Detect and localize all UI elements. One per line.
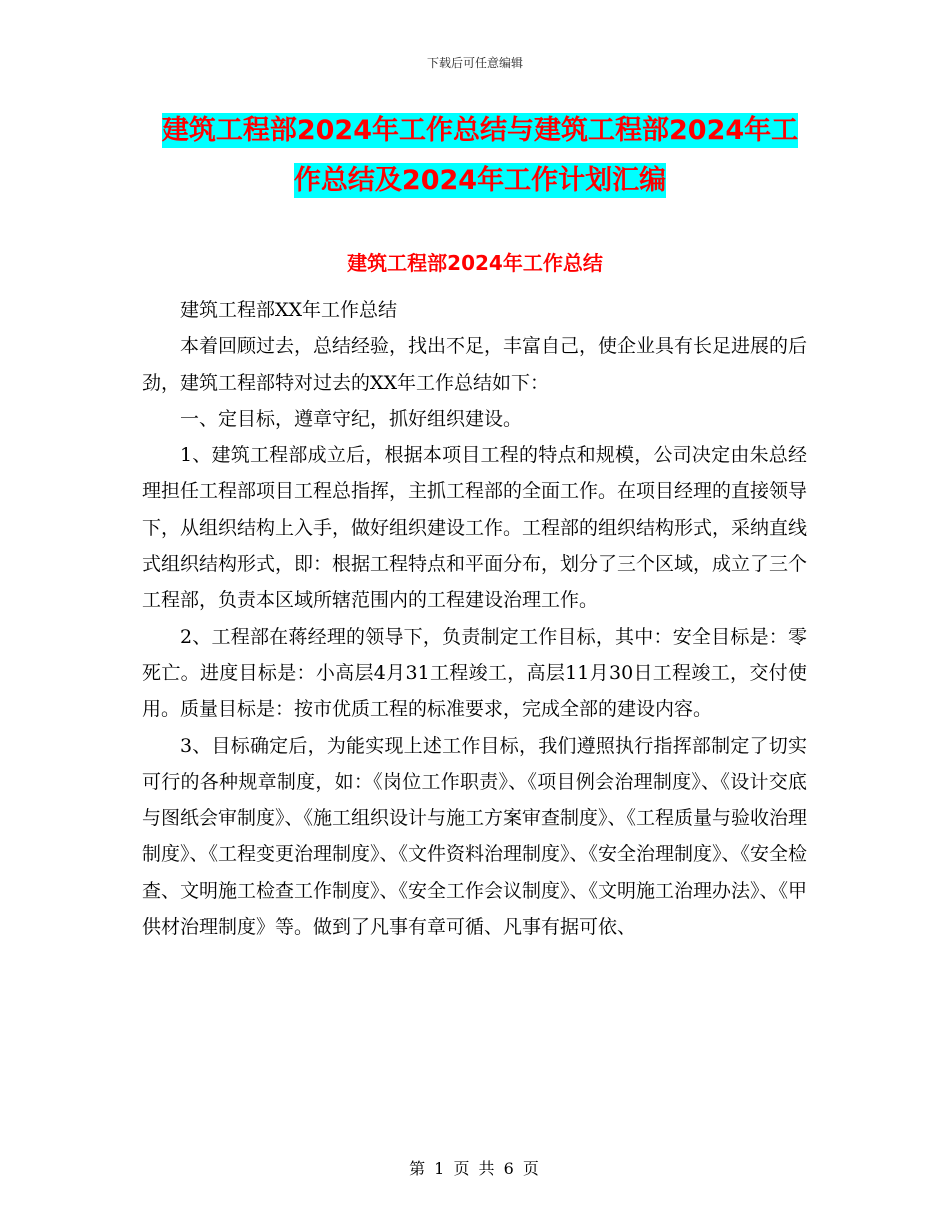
paragraph: 2、工程部在蒋经理的领导下，负责制定工作目标，其中：安全目标是：零死亡。进度目标是：小高层4月31工程竣工，高层11月30日工程竣工，交付使用。质量目标是：按市优质工程的标准要求，完成全部的建设内容。	[142, 625, 807, 721]
paragraph-heading: 建筑工程部XX年工作总结	[180, 299, 398, 321]
title-line-2: 作总结及2024年工作计划汇编	[293, 165, 667, 196]
paragraph: 本着回顾过去，总结经验，找出不足，丰富自己，使企业具有长足进展的后劲，建筑工程部特对过去的XX年工作总结如下：	[142, 335, 808, 394]
title-line-1: 建筑工程部2024年工作总结与建筑工程部2024年工	[161, 115, 799, 146]
body-text	[142, 292, 807, 945]
page-number: 第 1 页 共 6 页	[409, 1159, 541, 1178]
paragraph: 一、定目标，遵章守纪，抓好组织建设。	[180, 407, 523, 430]
header-note: 下载后可任意编辑	[426, 56, 523, 70]
paragraph: 1、建筑工程部成立后，根据本项目工程的特点和规模，公司决定由朱总经理担任工程部项目工程总指挥，主抓工程部的全面工作。在项目经理的直接领导下，从组织结构上入手，做好组织建设工作。工程部的组织结构形式，采纳直线式组织结构形式，即：根据工程特点和平面分布，划分了三个区域，成立了三个工程部，负责本区域所辖范围内的工程建设治理工作。	[142, 444, 808, 612]
document-title	[140, 106, 820, 206]
section-title: 建筑工程部2024年工作总结	[347, 251, 603, 275]
paragraph: 3、目标确定后，为能实现上述工作目标，我们遵照执行指挥部制定了切实可行的各种规章制度，如：《岗位工作职责》、《项目例会治理制度》、《设计交底与图纸会审制度》、《施工组织设计与施工方案审查制度》、《工程质量与验收治理制度》、《工程变更治理制度》、《文件资料治理制度》、《安全治理制度》、《安全检查、文明施工检查工作制度》、《安全工作会议制度》、《文明施工治理办法》、《甲供材治理制度》等。做到了凡事有章可循、凡事有据可依、	[142, 734, 808, 939]
